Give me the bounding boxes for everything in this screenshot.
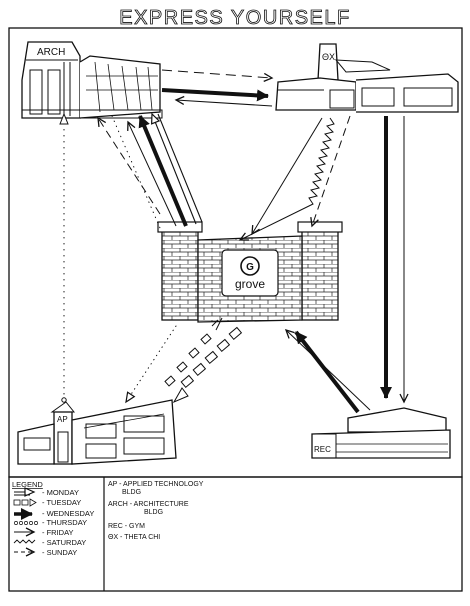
- grove-logo-letter: G: [246, 262, 254, 273]
- theta-chi-building[interactable]: [276, 44, 458, 112]
- abbrev-rec: [108, 523, 145, 531]
- legend-day-monday: - MONDAY: [42, 488, 79, 497]
- legend-day-sunday: - SUNDAY: [42, 548, 78, 557]
- route-thursday-grove-ap: [126, 326, 176, 402]
- route-monday-grove-arch-a: [152, 114, 196, 224]
- route-friday-rec-grove: [286, 330, 370, 410]
- page-title: EXPRESS YOURSELF: [119, 7, 351, 29]
- route-sunday-grove-arch: [98, 118, 160, 214]
- route-friday-theta-arch: [176, 100, 272, 106]
- legend-symbol-thursday: [14, 521, 37, 524]
- abbrev-arch-line2: BLDG: [144, 509, 164, 516]
- legend-day-thursday: - THURSDAY: [42, 518, 88, 527]
- route-wednesday-rec-grove: [296, 332, 358, 412]
- legend-day-tuesday: - TUESDAY: [42, 498, 82, 507]
- grove-building[interactable]: [158, 222, 342, 322]
- abbrev-ap-line1: AP - APPLIED TECHNOLOGY: [108, 481, 204, 488]
- rec-building[interactable]: [312, 408, 450, 458]
- legend-day-friday: - FRIDAY: [42, 528, 74, 537]
- legend-day-wednesday: - WEDNESDAY: [42, 509, 95, 518]
- ap-building[interactable]: [18, 400, 176, 464]
- arch-building[interactable]: [22, 42, 162, 118]
- legend-symbol-saturday: [14, 540, 35, 543]
- abbrev-ap: [108, 481, 203, 497]
- route-wednesday-arch-theta: [162, 90, 268, 96]
- legend-day-saturday: - SATURDAY: [42, 538, 87, 547]
- rec-label: REC: [314, 445, 331, 454]
- arch-label: ARCH: [37, 47, 66, 58]
- legend-symbol-tuesday: [14, 499, 36, 506]
- route-friday-grove-arch: [128, 122, 176, 226]
- abbrev-theta-chi-line1: ΘX - THETA CHI: [108, 534, 161, 541]
- abbrev-arch-line1: ARCH - ARCHITECTURE: [108, 501, 189, 508]
- grove-label: grove: [234, 277, 266, 291]
- abbrev-rec-line1: REC - GYM: [108, 523, 145, 530]
- route-sunday-arch-theta: [162, 70, 272, 78]
- legend-heading: LEGEND: [12, 480, 43, 489]
- abbrev-arch: [108, 501, 189, 517]
- route-thursday-arch-grove: [112, 116, 160, 228]
- abbrev-theta-chi: [108, 534, 160, 542]
- abbrev-ap-line2: BLDG: [122, 489, 142, 496]
- ap-label: AP: [57, 415, 68, 424]
- route-wednesday-grove-arch: [140, 116, 186, 226]
- theta-chi-label: ΘX: [322, 52, 336, 62]
